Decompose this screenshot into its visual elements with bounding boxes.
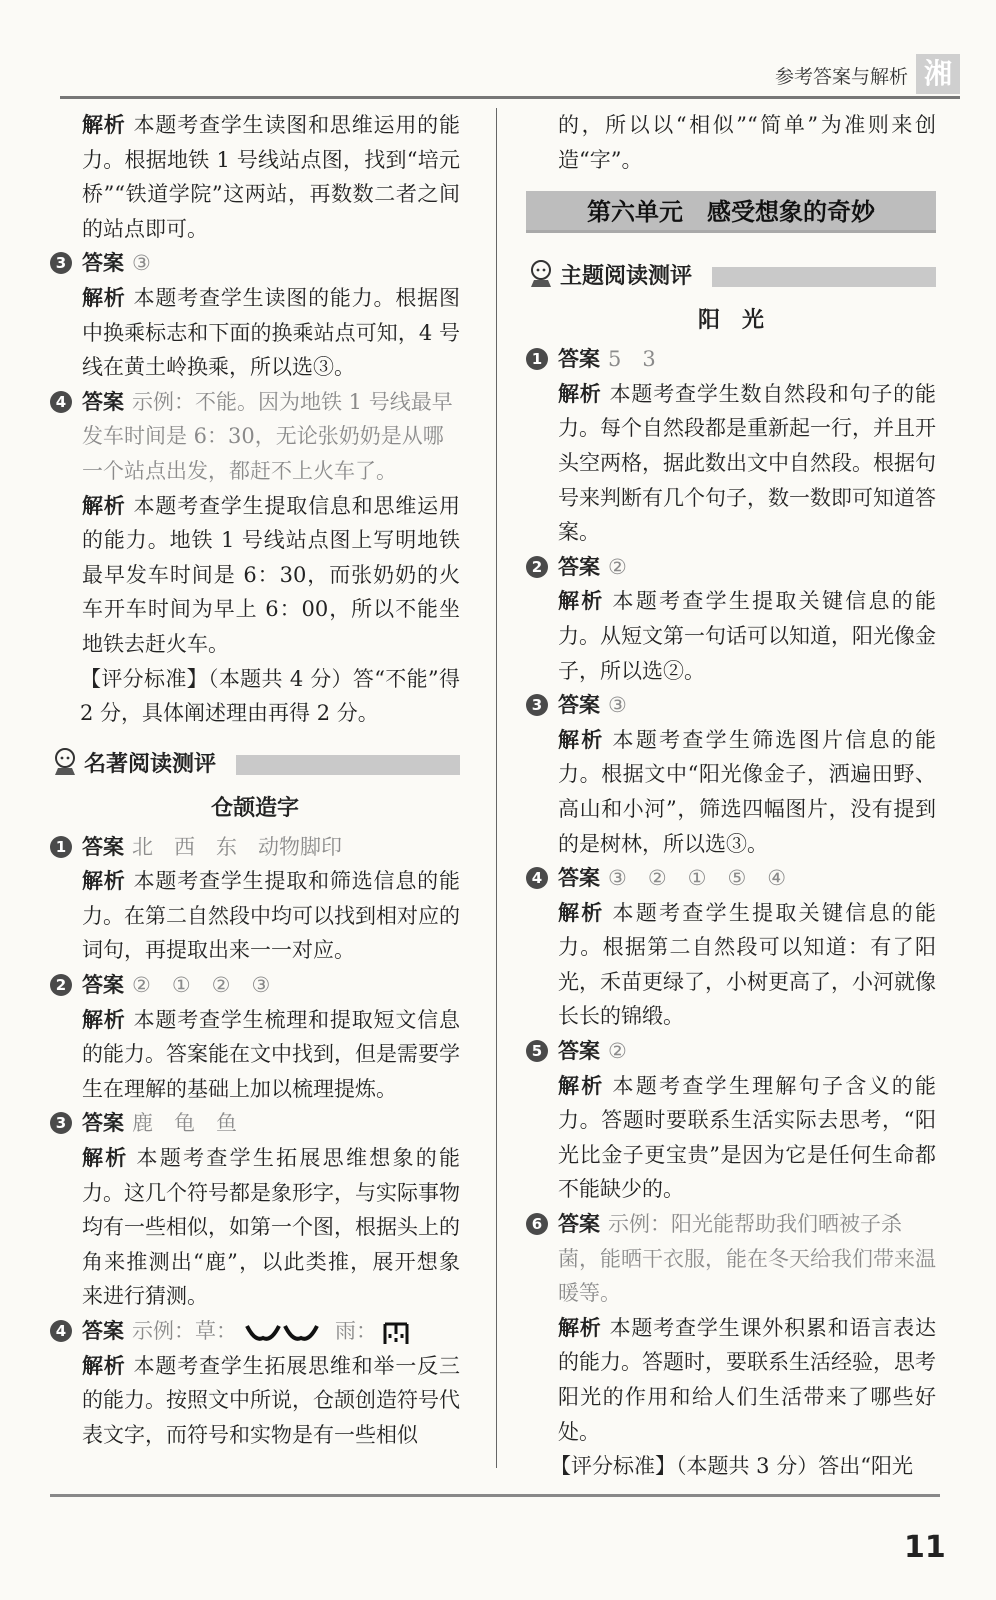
explanation-text: 本题考查学生提取关键信息的能力。从短文第一句话可以知道，阳光像金子，所以选②。	[558, 589, 937, 683]
answer-row	[50, 385, 460, 489]
explanation	[526, 584, 936, 688]
right-column	[526, 108, 936, 1484]
answer-row	[50, 968, 460, 1003]
answer-text: 北 西 东 动物脚印	[132, 834, 342, 859]
label-jiexi: 解析	[558, 589, 605, 614]
label-jiexi: 解析	[82, 1353, 126, 1378]
section-bar	[236, 755, 460, 775]
label-jiexi: 解析	[558, 1073, 605, 1098]
label-jiexi: 解析	[558, 900, 605, 925]
question-number: 5	[526, 1040, 548, 1062]
label-daan: 答案	[558, 347, 600, 372]
page-header	[60, 50, 960, 99]
explanation-text: 本题考查学生梳理和提取短文信息的能力。答案能在文中找到，但是需要学生在理解的基础上加以梳理提炼。	[82, 1007, 460, 1101]
explanation	[50, 281, 460, 385]
label-daan: 答案	[82, 389, 124, 414]
section-title: 名著阅读测评	[84, 751, 217, 777]
explanation	[526, 377, 936, 550]
scoring-standard: 【评分标准】（本题共 4 分）答“不能”得 2 分，具体阐述理由再得 2 分。	[80, 666, 460, 726]
footer-line	[50, 1494, 940, 1497]
rain-glyph-icon	[381, 1318, 411, 1348]
label-daan: 答案	[82, 834, 124, 859]
answer-text: ② ① ② ③	[132, 973, 271, 998]
answer-row	[526, 861, 936, 896]
grass-glyph-icon	[243, 1322, 321, 1344]
header-title: 参考答案与解析	[774, 66, 908, 88]
answer-text: 5 3	[608, 347, 656, 372]
explanation-text: 本题考查学生数自然段和句子的能力。每个自然段都是重新起一行，并且开头空两格，据此数出文中自然段。根据句号来判断有几个句子，数一数即可知道答案。	[558, 381, 936, 545]
scoring-standard: 【评分标准】（本题共 3 分）答出“阳光	[550, 1454, 913, 1479]
answer-row	[50, 830, 460, 865]
label-daan: 答案	[82, 973, 124, 998]
label-jiexi: 解析	[558, 727, 605, 752]
answer-text: 雨：	[335, 1319, 377, 1343]
label-jiexi: 解析	[82, 869, 126, 894]
answer-row	[526, 342, 936, 377]
label-jiexi: 解析	[82, 1146, 129, 1171]
label-daan: 答案	[558, 866, 600, 891]
explanation	[50, 864, 460, 968]
question-number: 3	[50, 1112, 72, 1134]
label-jiexi: 解析	[82, 113, 126, 137]
section-heading	[50, 741, 460, 785]
question-number: 3	[526, 694, 548, 716]
article-title: 阳 光	[697, 308, 764, 334]
explanation-text: 本题考查学生拓展思维和举一反三的能力。按照文中所说，仓颉创造符号代表文字，而符号和实物是有一些相似	[82, 1353, 460, 1447]
explanation	[50, 108, 460, 246]
explanation-text: 本题考查学生拓展思维想象的能力。这几个符号都是象形字，与实际事物均有一些相似，如第一个图，根据头上的角来推测出“鹿”，以此类推，展开想象来进行猜测。	[82, 1146, 461, 1309]
answer-text: ②	[608, 554, 627, 579]
label-daan: 答案	[82, 1319, 124, 1343]
reader-icon	[528, 259, 554, 289]
explanation-text: 本题考查学生提取信息和思维运用的能力。地铁 1 号线站点图上写明地铁最早发车时间是 6：30，而张奶奶的火车开车时间为早上 6：00，所以不能坐地铁去赶火车。	[82, 493, 460, 656]
label-jiexi: 解析	[558, 381, 602, 406]
unit-banner: 第六单元 感受想象的奇妙	[526, 191, 936, 233]
answer-text: ③	[608, 693, 627, 718]
answer-text: 示例：草：	[132, 1319, 237, 1343]
answer-text: 示例：不能。因为地铁 1 号线最早发车时间是 6：30，无论张奶奶是从哪一个站点出发，都赶不上火车了。	[82, 389, 453, 483]
continued-text: 的，所以以“相似”“简单”为准则来创造“字”。	[558, 113, 936, 172]
question-number: 4	[50, 391, 72, 413]
section-heading	[526, 253, 936, 297]
answer-row	[526, 1034, 936, 1069]
section-title: 主题阅读测评	[560, 264, 693, 290]
label-jiexi: 解析	[82, 285, 126, 310]
explanation-text: 本题考查学生理解句子含义的能力。答题时要联系生活实际去思考，“阳光比金子更宝贵”是因为它是任何生命都不能缺少的。	[558, 1073, 937, 1202]
label-daan: 答案	[82, 251, 124, 276]
answer-row	[50, 1314, 460, 1349]
explanation-text: 本题考查学生课外积累和语言表达的能力。答题时，要联系生活经验，思考阳光的作用和给人们生活带来了哪些好处。	[558, 1315, 936, 1444]
explanation	[526, 723, 936, 861]
answer-text: ③ ② ① ⑤ ④	[608, 866, 787, 891]
explanation	[50, 1141, 460, 1314]
question-number: 4	[50, 1320, 72, 1342]
question-number: 6	[526, 1213, 548, 1235]
explanation-text: 本题考查学生提取关键信息的能力。根据第二自然段可以知道：有了阳光，禾苗更绿了，小树更高了，小河就像长长的锦缎。	[558, 900, 937, 1029]
question-number: 1	[526, 348, 548, 370]
question-number: 3	[50, 252, 72, 274]
explanation	[50, 1349, 460, 1453]
explanation	[526, 896, 936, 1034]
explanation-text: 本题考查学生读图的能力。根据图中换乘标志和下面的换乘站点可知，4 号线在黄土岭换乘，所以选③。	[82, 285, 460, 380]
answer-text: 示例：阳光能帮助我们晒被子杀菌，能晒干衣服，能在冬天给我们带来温暖等。	[558, 1212, 936, 1306]
section-bar	[712, 267, 936, 287]
column-divider	[496, 108, 497, 1468]
answer-row	[50, 1106, 460, 1141]
answer-row	[50, 246, 460, 281]
answer-text: ②	[608, 1039, 627, 1064]
label-daan: 答案	[558, 1039, 600, 1064]
label-jiexi: 解析	[558, 1315, 602, 1340]
answer-row	[526, 1207, 936, 1311]
explanation-text: 本题考查学生读图和思维运用的能力。根据地铁 1 号线站点图，找到“培元桥”“铁道学院”这两站，再数数二者之间的站点即可。	[82, 113, 460, 241]
label-daan: 答案	[558, 693, 600, 718]
label-jiexi: 解析	[82, 1007, 126, 1032]
question-number: 4	[526, 867, 548, 889]
page-number: 11	[904, 1530, 946, 1565]
label-daan: 答案	[558, 1212, 600, 1237]
explanation	[526, 1069, 936, 1207]
question-number: 2	[50, 974, 72, 996]
explanation-text: 本题考查学生提取和筛选信息的能力。在第二自然段中均可以找到相对应的词句，再提取出来一一对应。	[82, 869, 460, 963]
left-column	[50, 108, 460, 1452]
question-number: 1	[50, 836, 72, 858]
article-title: 仓颉造字	[210, 795, 299, 821]
question-number: 2	[526, 556, 548, 578]
answer-row	[526, 688, 936, 723]
header-tag: 湘	[916, 54, 960, 94]
reader-icon	[52, 747, 78, 777]
explanation	[526, 1311, 936, 1449]
explanation-text: 本题考查学生筛选图片信息的能力。根据文中“阳光像金子，洒遍田野、高山和小河”，筛选四幅图片，没有提到的是树林，所以选③。	[558, 727, 937, 856]
answer-row	[526, 550, 936, 585]
label-daan: 答案	[82, 1111, 124, 1136]
explanation	[50, 1003, 460, 1107]
label-daan: 答案	[558, 554, 600, 579]
label-jiexi: 解析	[82, 493, 126, 518]
answer-text: ③	[132, 251, 151, 276]
answer-text: 鹿 龟 鱼	[132, 1111, 237, 1136]
explanation	[50, 489, 460, 662]
